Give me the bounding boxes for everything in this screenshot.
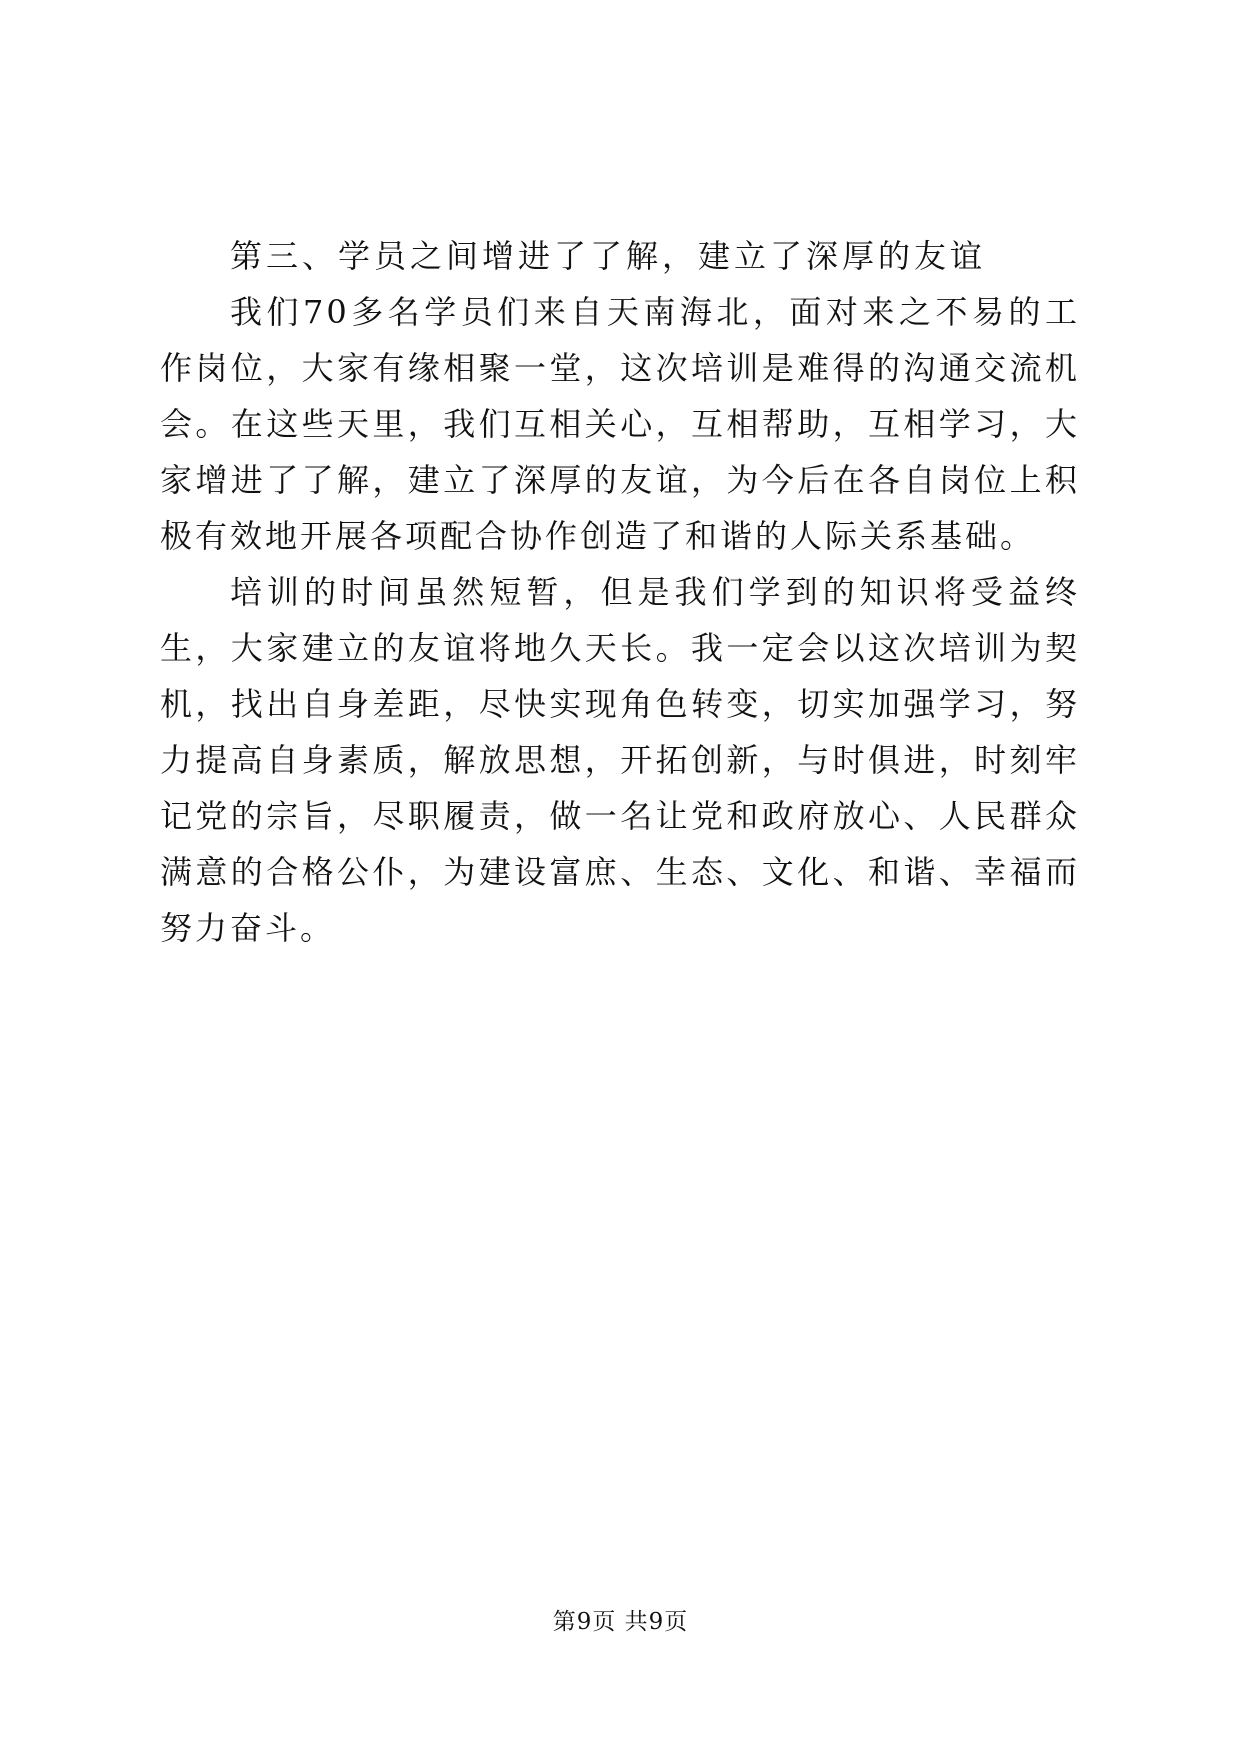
page-footer: 第9页 共9页 [552,1609,689,1635]
paragraph-1: 我们70多名学员们来自天南海北，面对来之不易的工作岗位，大家有缘相聚一堂，这次培训是难得的沟通交流机会。在这些天里，我们互相关心，互相帮助，互相学习，大家增进了了解，建立了深厚的友谊，为今后在各自岗位上积极有效地开展各项配合协作创造了和谐的人际关系基础。 [160,293,1080,555]
section-heading: 第三、学员之间增进了了解，建立了深厚的友谊 [230,237,987,275]
paragraph-2: 培训的时间虽然短暂，但是我们学到的知识将受益终生，大家建立的友谊将地久天长。我一定会以这次培训为契机，找出自身差距，尽快实现角色转变，切实加强学习，努力提高自身素质，解放思想，开拓创新，与时俱进，时刻牢记党的宗旨，尽职履责，做一名让党和政府放心、人民群众满意的合格公仆，为建设富庶、生态、文化、和谐、幸福而努力奋斗。 [160,573,1080,947]
document-body [160,228,1080,956]
